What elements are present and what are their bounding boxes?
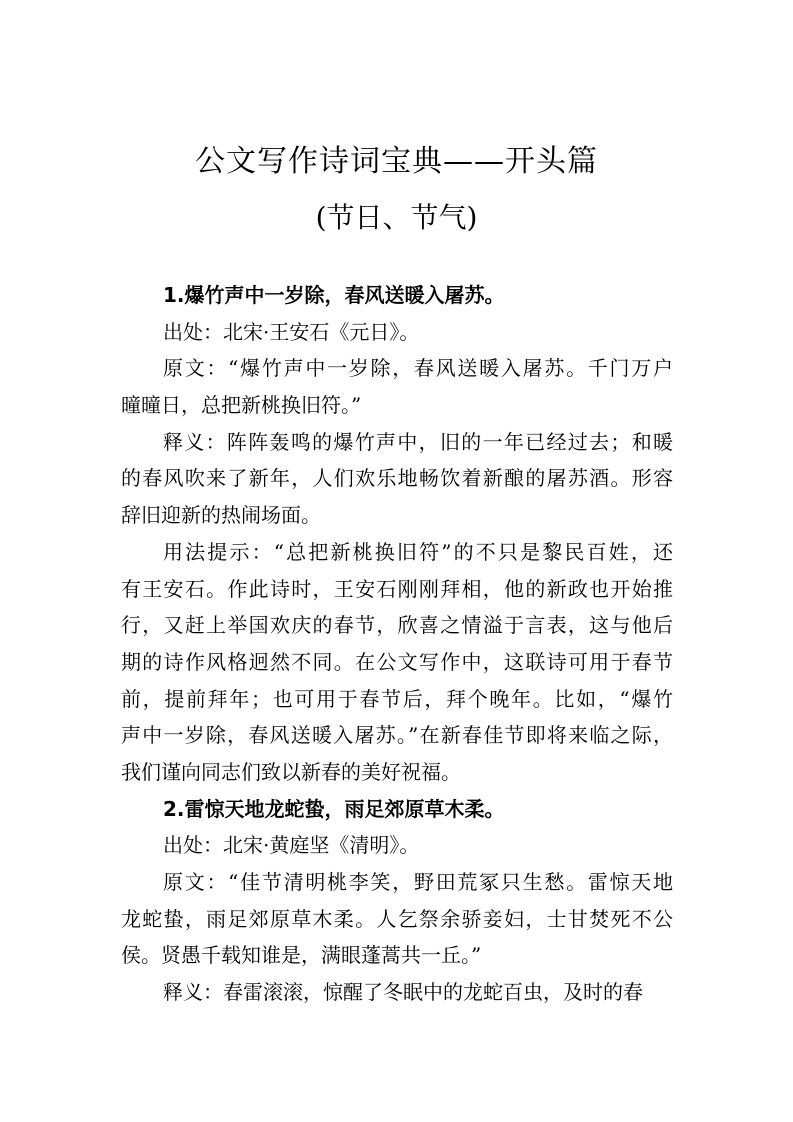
section-heading	[121, 277, 673, 314]
paragraph	[121, 534, 673, 791]
text-line: 的春风吹来了新年，人们欢乐地畅饮着新酿的屠苏酒。形容	[121, 466, 673, 491]
document-body	[121, 277, 673, 1011]
text-line: 期的诗作风格迥然不同。在公文写作中，这联诗可用于春节	[121, 649, 673, 674]
text-line: 行，又赶上举国欢庆的春节，欣喜之情溢于言表，这与他后	[121, 613, 673, 638]
section-heading	[121, 791, 673, 828]
text-line: 用法提示：“总把新桃换旧符”的不只是黎民百姓，还	[163, 539, 673, 564]
text-line: 曈曈日，总把新桃换旧符。”	[121, 393, 362, 418]
paragraph	[121, 974, 673, 1011]
text-line: 龙蛇蛰，雨足郊原草木柔。人乞祭余骄妾妇，士甘焚死不公	[121, 906, 673, 931]
text-line: 原文：“爆竹声中一岁除，春风送暖入屠苏。千门万户	[163, 356, 673, 381]
text-line: 原文：“佳节清明桃李笑，野田荒冢只生愁。雷惊天地	[163, 870, 673, 894]
text-line: 我们谨向同志们致以新春的美好祝福。	[121, 759, 461, 784]
text-line: 1.爆竹声中一岁除，春风送暖入屠苏。	[163, 283, 505, 307]
text-line: 声中一岁除，春风送暖入屠苏。”在新春佳节即将来临之际，	[121, 723, 673, 748]
text-line: 出处：北宋·黄庭坚《清明》。	[163, 833, 420, 858]
document-subtitle: (节日、节气)	[315, 201, 478, 234]
document-title: 公文写作诗词宝典——开头篇	[195, 144, 598, 179]
text-line: 释义：春雷滚滚，惊醒了冬眠中的龙蛇百虫，及时的春	[163, 980, 643, 1005]
text-line: 侯。贤愚千载知谁是，满眼蓬蒿共一丘。”	[121, 943, 482, 968]
text-line: 辞旧迎新的热闹场面。	[121, 503, 321, 528]
text-line: 释义：阵阵轰鸣的爆竹声中，旧的一年已经过去；和暖	[163, 429, 673, 454]
text-line: 前，提前拜年；也可用于春节后，拜个晚年。比如，“爆竹	[121, 686, 673, 711]
text-line: 有王安石。作此诗时，王安石刚刚拜相，他的新政也开始推	[121, 576, 673, 601]
paragraph	[121, 350, 673, 423]
text-line: 出处：北宋·王安石《元日》。	[163, 319, 420, 344]
paragraph	[121, 864, 673, 974]
paragraph	[121, 827, 673, 864]
paragraph	[121, 424, 673, 534]
text-line: 2.雷惊天地龙蛇蛰，雨足郊原草木柔。	[163, 796, 505, 821]
paragraph	[121, 314, 673, 351]
